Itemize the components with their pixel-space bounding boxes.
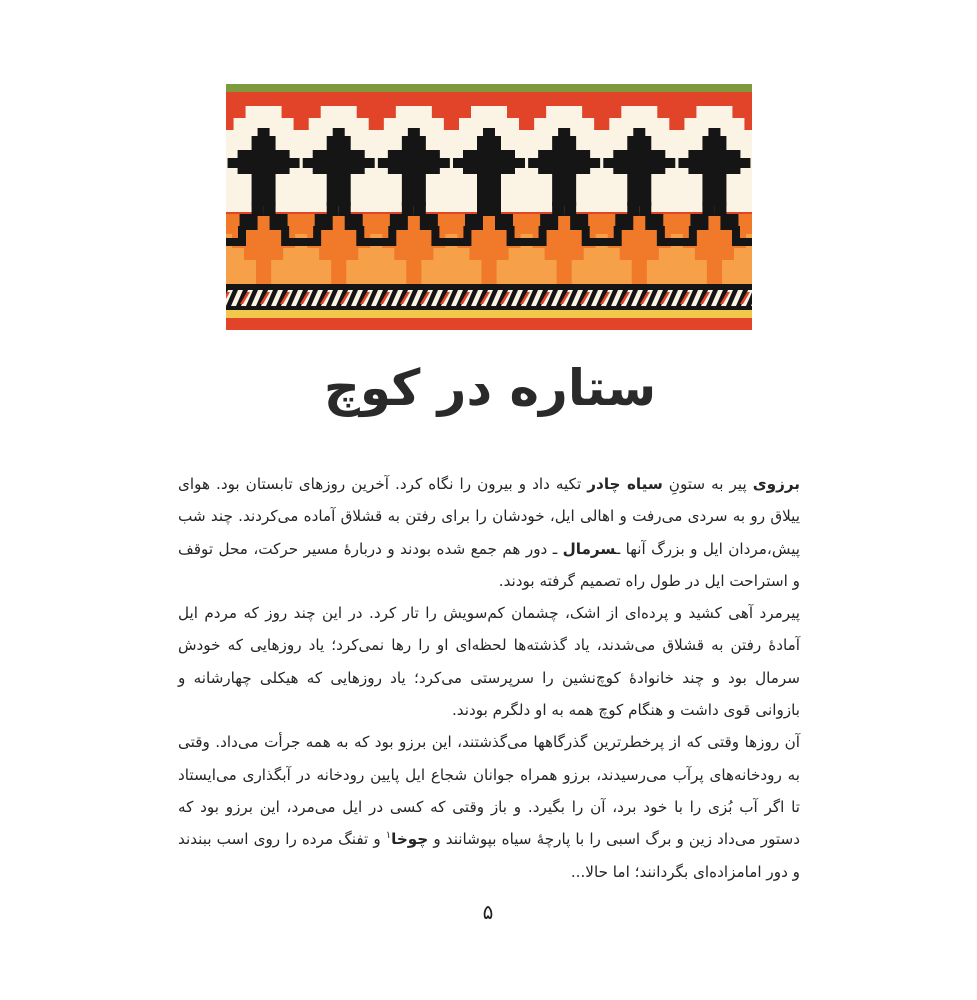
banner-lower-black-line (226, 306, 752, 310)
banner-cross-motif-top (408, 128, 420, 138)
paragraph-3 (178, 726, 800, 887)
banner-cross-motif-arm-tip (603, 158, 675, 168)
paragraph-2 (178, 597, 800, 726)
bold-term: سرمال (562, 539, 616, 558)
banner-lower-black-line (226, 284, 752, 290)
text-run: پیرمرد آهی کشید و پرده‌ای از اشک، چشمان کم‌سویش را تار کرد. در این چند روز که مردم ایل آمادهٔ رفتن به قشلاق می‌شدند، یاد گذشته‌ها لحظه‌ای او را رها نمی‌کرد؛ یاد روزهایی که خودش سرمال بود و چند خانوادهٔ کوچ‌نشین را سرپرستی می‌کرد؛ یاد روزهایی که هیکلی چهارشانه و بازوانی قوی داشت و هنگام کوچ همه به او دلگرم بودند. (178, 604, 800, 720)
banner-top-red-band (226, 92, 752, 104)
banner-cross-motif-top (333, 128, 345, 138)
banner-cross-motif-arm-tip (678, 158, 750, 168)
banner-top-green-band (226, 84, 752, 92)
footnote-marker: ١ (385, 830, 392, 842)
banner-cross-motif-top (258, 128, 270, 138)
text-run: آن روزها وقتی که از پرخطرترین گذرگاهها می‌گذشتند، این برزو بود که به همه جرأت می‌داد. وقتی به رودخانه‌های پرآب می‌رسیدند، برزو همراه جوانان شجاع ایل پایین رودخانه در آبگذاری می‌ایستاد تا اگر آب بُزی را با خود برد، آن را بگیرد. و باز وقتی که کسی در ایل می‌مرد، این برزو بود که دستور می‌داد زین و برگ اسبی را با پارچهٔ سیاه بپوشانند و (178, 733, 800, 849)
banner-cross-motif-top (558, 128, 570, 138)
bold-term: برزوی (752, 475, 800, 493)
story-title: ستاره در کوچ (323, 359, 657, 417)
text-run: و تفنگ مرده را روی اسب ببندند و دور امامزاده‌ای بگردانند؛ اما حالا... (178, 830, 800, 881)
banner-cross-motif-arm-tip (378, 158, 450, 168)
text-run: تکیه داد و بیرون را نگاه کرد. آخرین روزهای تابستان بود. هوای ییلاق رو به سردی می‌رفت و اهالی ایل، خودشان را برای رفتن به قشلاق آماده می‌کردند. چند شب پیش،مردان ایل و بزرگ آنها ـ (178, 475, 800, 558)
banner-cross-motif-arm-tip (228, 158, 300, 168)
banner-bottom-red-band (226, 318, 752, 330)
paragraph-1 (178, 468, 800, 597)
bold-term: سیاه چادر (587, 475, 663, 493)
text-run: ـ دور هم جمع شده بودند و دربارهٔ مسیر حرکت، محل توقف و استراحت ایل در طول راه تصمیم گرفته بودند. (178, 539, 800, 590)
story-body (178, 468, 800, 888)
banner-cross-motif-top (708, 128, 720, 138)
banner-cross-motif-arm-tip (303, 158, 375, 168)
banner-yellow-band (226, 310, 752, 318)
banner-cross-motif-arm-tip (528, 158, 600, 168)
banner-cross-motif-top (483, 128, 495, 138)
banner-cross-motif-arm-tip (453, 158, 525, 168)
banner-cross-motif-top (633, 128, 645, 138)
kilim-pattern-banner (226, 84, 752, 330)
page-number: ۵ (482, 900, 494, 924)
text-run: پیر به ستونِ (662, 475, 753, 493)
bold-term: چوخا (391, 830, 429, 849)
